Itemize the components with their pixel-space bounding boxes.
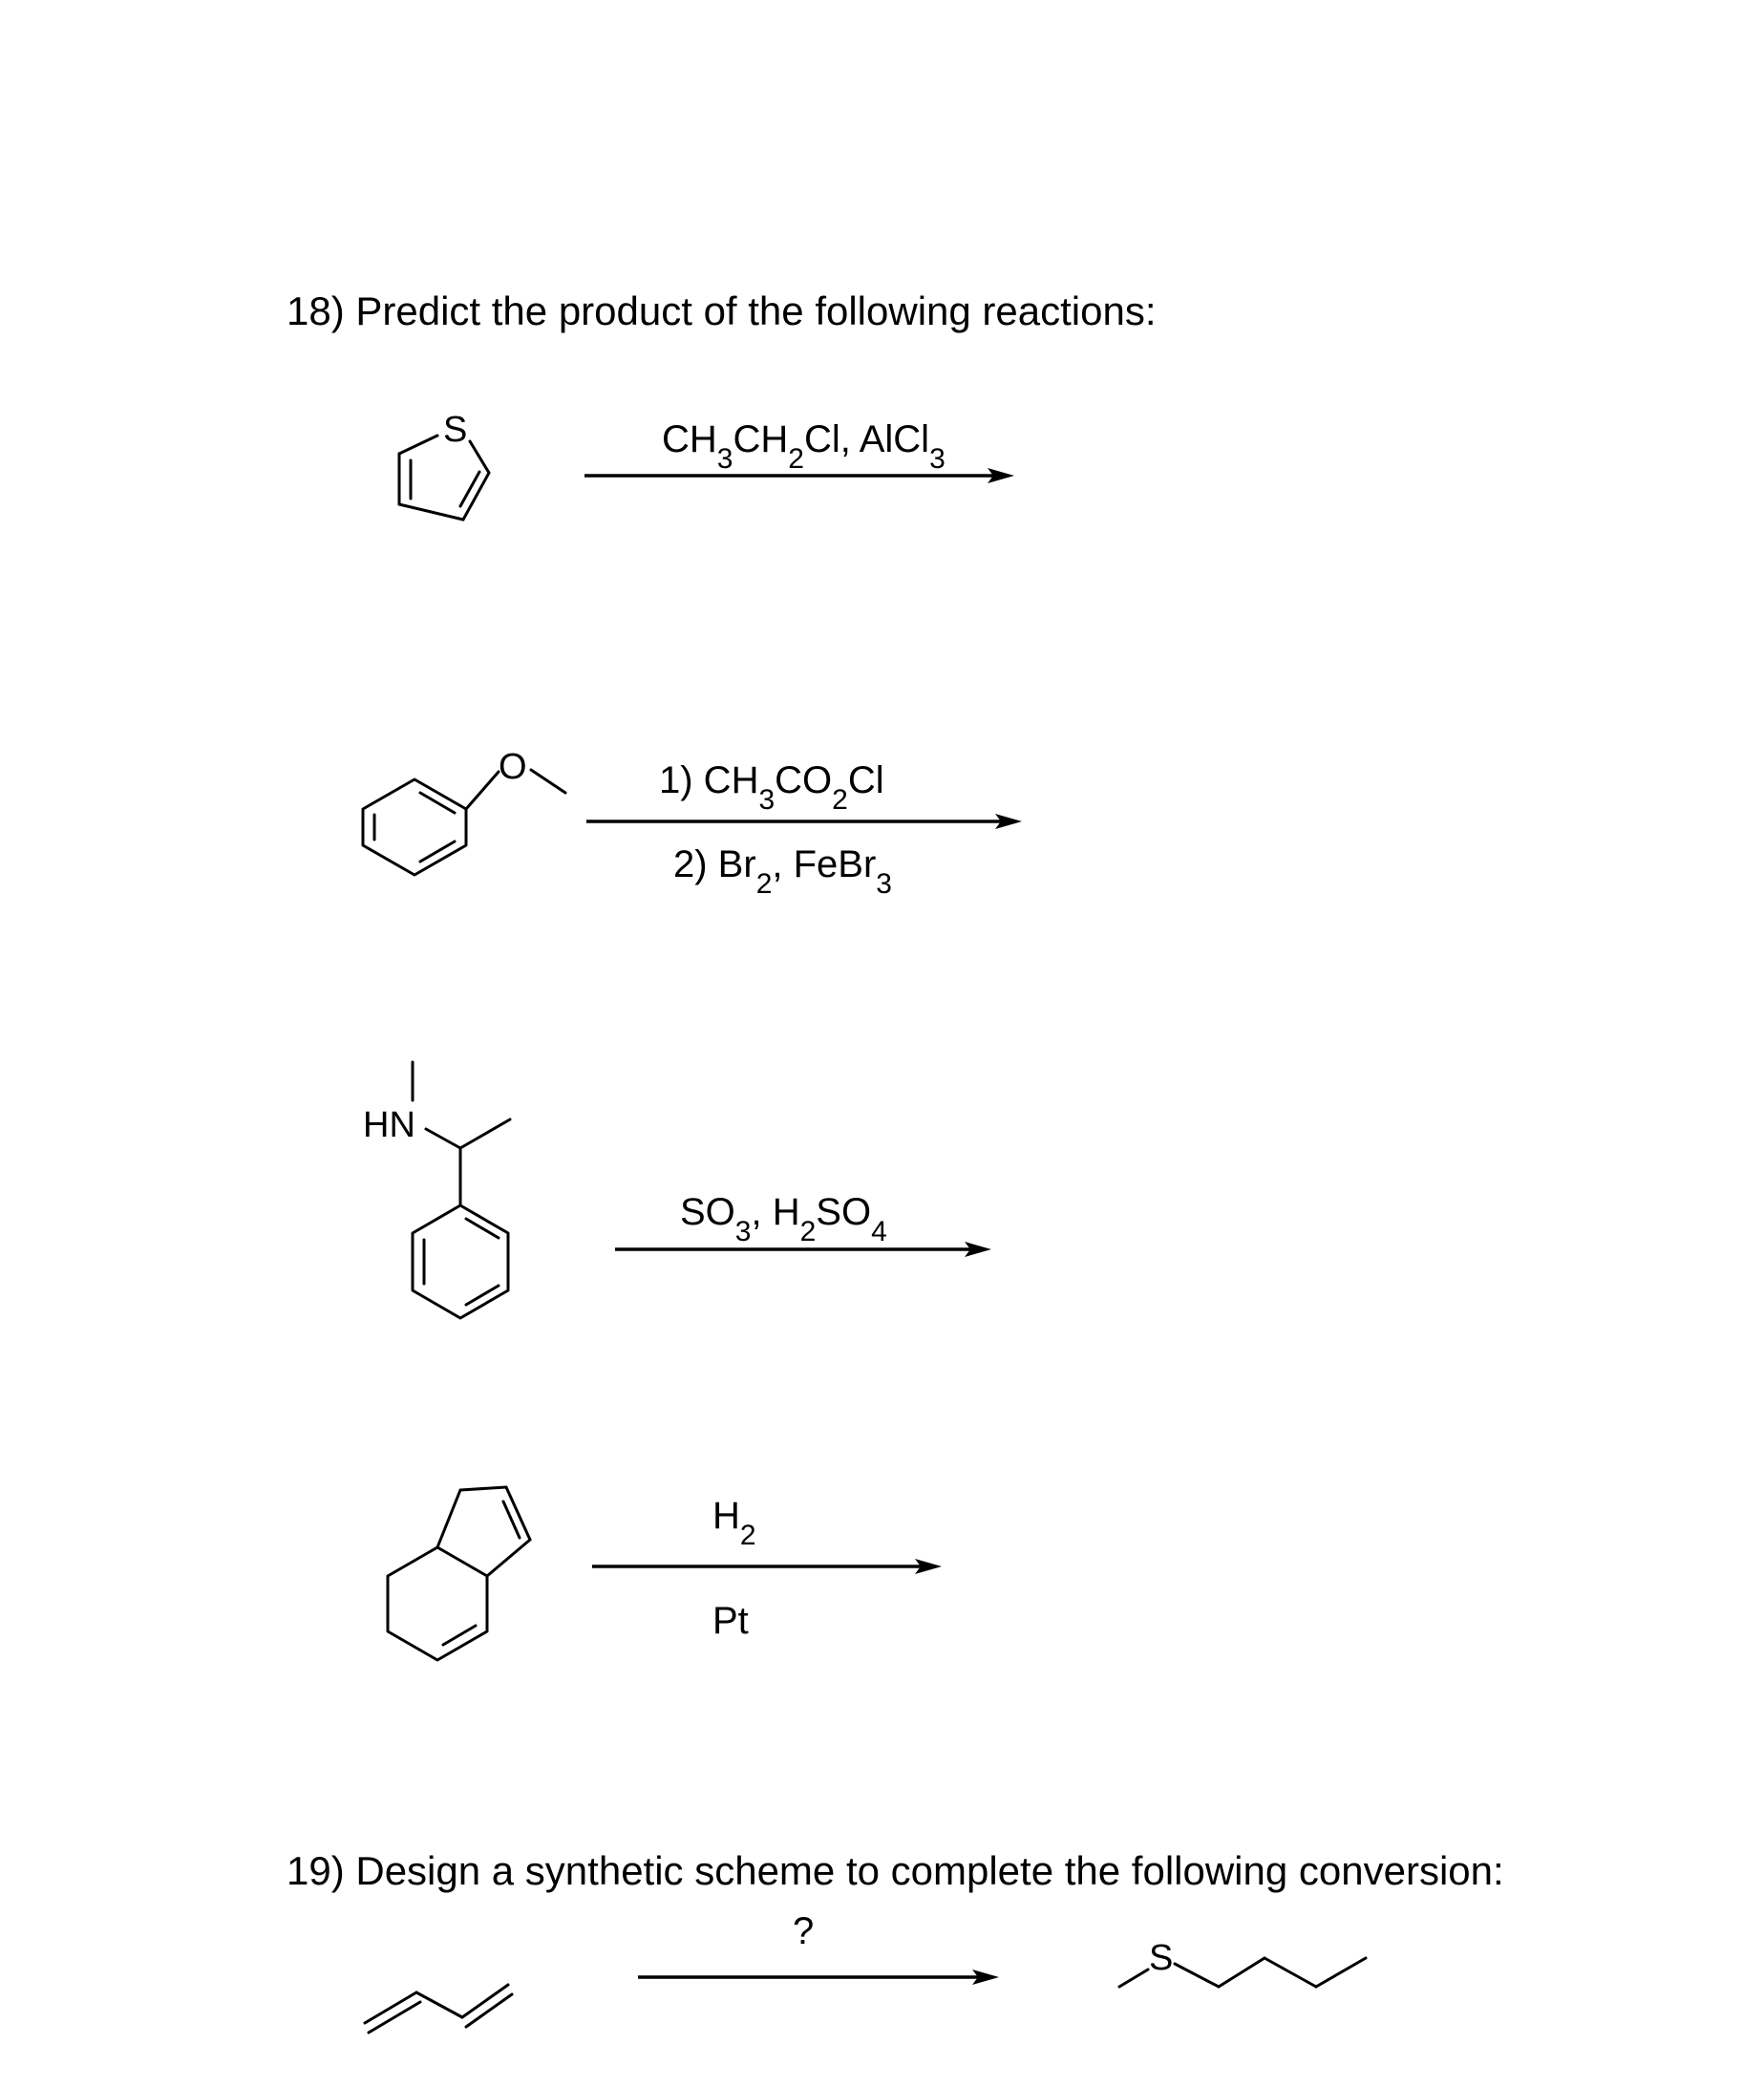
amine-structure: [363, 1062, 510, 1318]
conversion-reagent: ?: [793, 1910, 815, 1952]
reaction-4-reagents-above: $H_2$: [712, 1495, 756, 1551]
question-18-title: 18) Predict the product of the following reactions:: [287, 288, 1157, 333]
reaction-4-arrow: [592, 1559, 942, 1574]
anisole-structure: [363, 747, 565, 875]
question-19-title: 19) Design a synthetic scheme to complete the following conversion:: [287, 1848, 1504, 1893]
oxygen-label: O: [499, 747, 527, 787]
butadiene-structure: [365, 1985, 512, 2033]
reaction-2-reagents-above: 1) $CH_3CO_2Cl$: [659, 759, 884, 816]
reaction-1-reagents: $CH_3CH_2Cl$, AlCl$_3$: [662, 418, 946, 475]
methyl-propyl-sulfide-structure: [1119, 1938, 1366, 1987]
reaction-2-reagents-below: 2) $Br_2$, FeBr$_3$: [673, 843, 892, 900]
reaction-4-reagents-below: Pt: [712, 1600, 749, 1642]
thiophene-structure: [399, 410, 489, 520]
sulfur-label-1: S: [443, 410, 468, 450]
reaction-3-reagents: $SO_3$, $H_2SO_4$: [680, 1191, 887, 1247]
tetrahydroindene-structure: [388, 1487, 530, 1660]
reaction-2-arrow: [586, 814, 1022, 829]
conversion-arrow: [638, 1970, 999, 1985]
nitrogen-label: HN: [363, 1105, 415, 1145]
sulfur-label-2: S: [1149, 1938, 1174, 1978]
